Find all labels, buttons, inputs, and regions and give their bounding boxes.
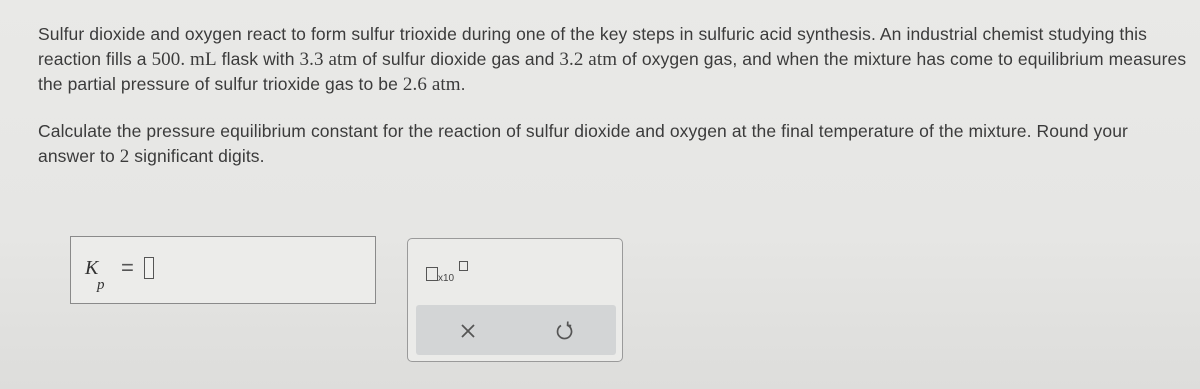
x10-label: x10 bbox=[438, 273, 455, 284]
so3-pressure-value: 2.6 atm bbox=[402, 74, 461, 95]
undo-button[interactable] bbox=[552, 319, 576, 343]
problem-paragraph-2 bbox=[38, 119, 1188, 169]
problem-text-segment: Calculate the pressure equilibrium constant for the reaction of sulfur dioxide and oxygen at the final temperature of the mixture. Round your answer to bbox=[38, 121, 1128, 166]
so2-pressure-value: 3.3 atm bbox=[299, 49, 358, 70]
mantissa-box-icon bbox=[426, 267, 438, 281]
flask-volume-value: 500. mL bbox=[151, 49, 217, 70]
problem-text-segment: . bbox=[460, 74, 466, 94]
kp-subscript: p bbox=[97, 277, 105, 293]
sig-figs-value: 2 bbox=[119, 146, 130, 167]
scientific-notation-button[interactable] bbox=[426, 261, 474, 289]
problem-text-segment: of sulfur dioxide gas and bbox=[357, 49, 560, 69]
exponent-box-icon bbox=[459, 261, 468, 271]
answer-box bbox=[70, 236, 376, 304]
math-tool-panel bbox=[407, 238, 623, 362]
equals-sign: = bbox=[121, 255, 134, 280]
answer-input[interactable] bbox=[144, 257, 154, 279]
kp-symbol: K bbox=[85, 257, 99, 279]
problem-statement bbox=[38, 22, 1188, 169]
x-icon bbox=[456, 319, 480, 343]
clear-button[interactable] bbox=[456, 319, 480, 343]
action-bar bbox=[416, 305, 616, 355]
problem-text-segment: flask with bbox=[216, 49, 300, 69]
o2-pressure-value: 3.2 atm bbox=[559, 49, 618, 70]
problem-text-segment: significant digits. bbox=[129, 146, 265, 166]
problem-text-segment: Sulfur dioxide and oxygen react to form sulfur trioxide during one of the key steps in sulfuric acid synthesis. An industrial chemist studying this reaction fills a bbox=[38, 24, 1148, 69]
undo-icon bbox=[552, 319, 576, 343]
problem-paragraph-1 bbox=[38, 22, 1188, 97]
problem-text-segment: of oxygen gas, and when the mixture has come to equilibrium measures the partial pressure of sulfur trioxide gas to be bbox=[38, 49, 1187, 94]
